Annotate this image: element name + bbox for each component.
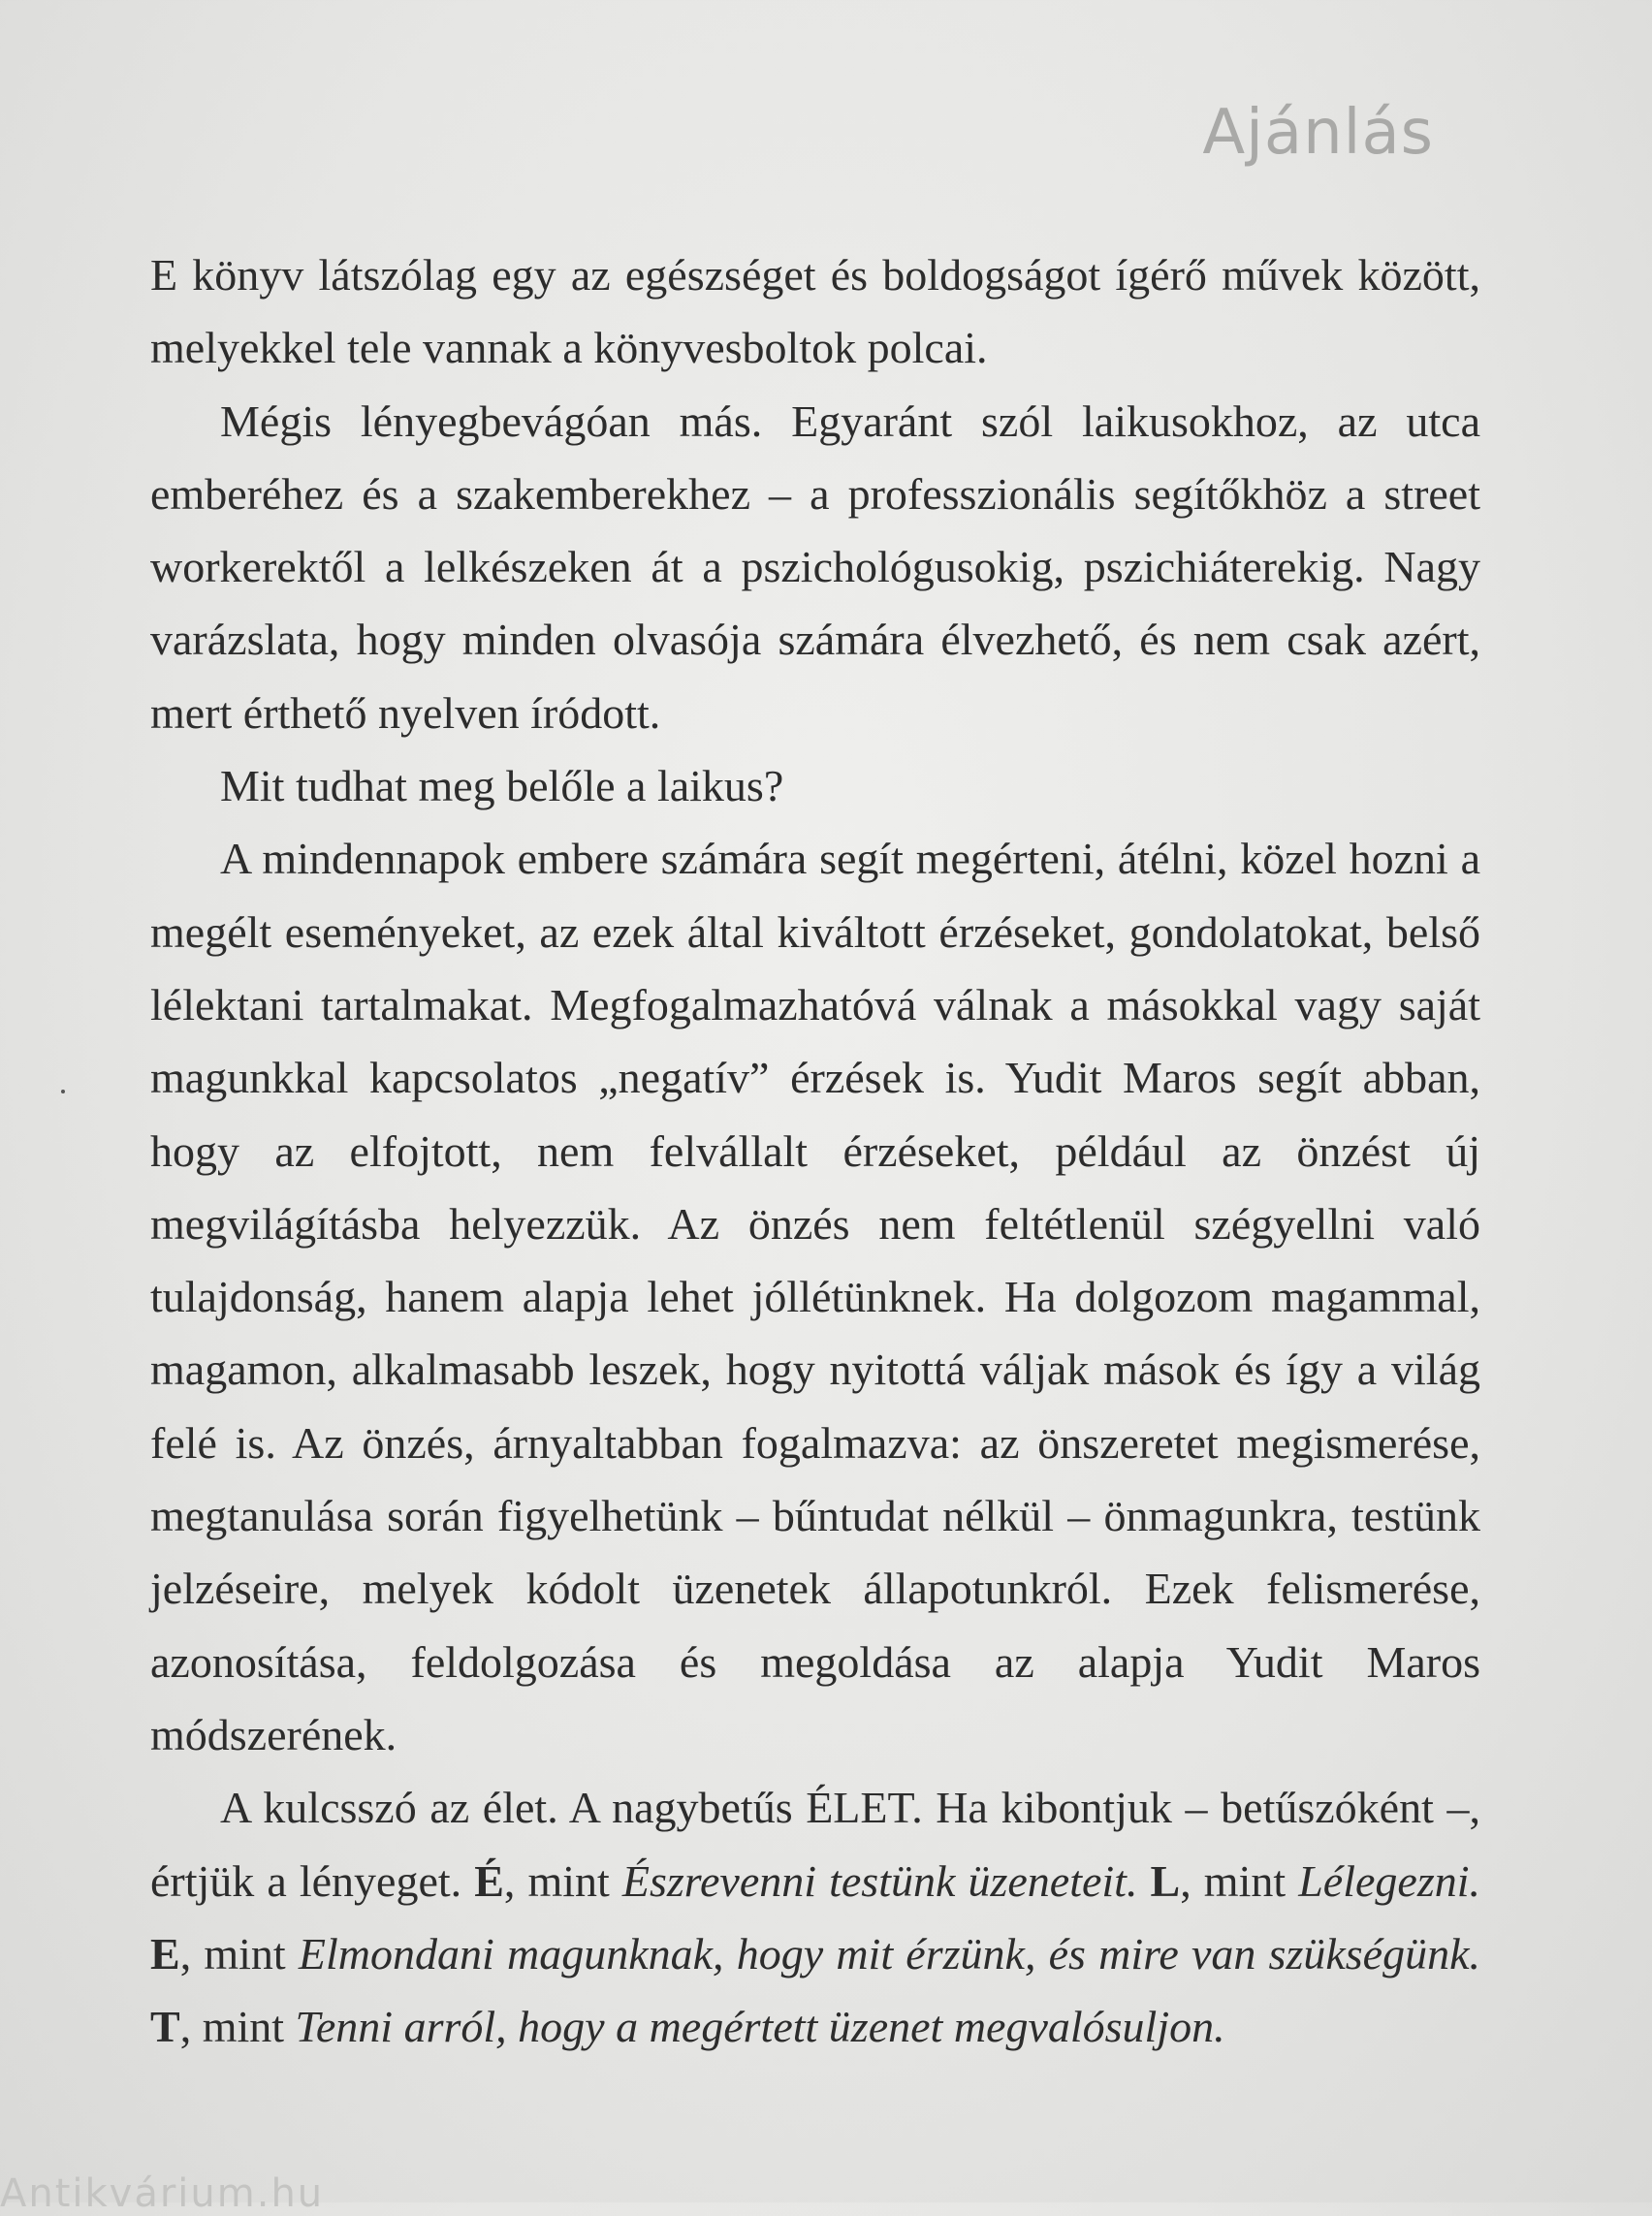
body-text [150,238,1480,2063]
letter-e2: E [150,1928,180,1979]
stray-dot [61,1090,65,1093]
p5-intro: A kulcsszó az élet. A nagybetűs ÉLET. Ha kibontjuk – betűszóként –, értjük a lényeget. [150,1783,1480,1906]
letter-t: T [150,2002,180,2052]
letter-l: L [1150,1855,1181,1906]
phrase-e2: Elmondani magunknak, hogy mit érzünk, és mire van szükségünk. [298,1928,1481,1979]
mint-e1: , mint [503,1855,622,1906]
phrase-e1: Észrevenni testünk üzeneteit. [621,1855,1138,1906]
chapter-title: Ajánlás [1202,97,1434,169]
mint-l: , mint [1180,1855,1299,1906]
letter-e1: É [474,1855,504,1906]
paragraph-1: E könyv látszólag egy az egészséget és boldogságot ígérő művek között, melyekkel tele vannak a könyvesboltok polcai. [150,250,1480,373]
mint-e2: , mint [179,1928,299,1979]
mint-t: , mint [179,2002,296,2052]
paragraph-3: Mit tudhat meg belőle a laikus? [220,761,784,811]
phrase-l: Lélegezni. [1298,1855,1481,1906]
phrase-t: Tenni arról, hogy a megértett üzenet megvalósuljon. [295,2002,1225,2052]
paragraph-4: A mindennapok embere számára segít megérteni, átélni, közel hozni a megélt eseményeket, az ezek által kiváltott érzéseket, gondolatokat, belső lélektani tartalmakat. Megfogalmazhatóvá válnak a másokkal vagy saját magunkkal kapcsolatos „negatív” érzések is. Yudit Maros segít abban, hogy az elfojtott, nem felvállalt érzéseket, például az önzést új megvilágításba helyezzük. Az önzés nem feltétlenül szégyellni való tulajdonság, hanem alapja lehet jóllétünknek. Ha dolgozom magammal, magamon, alkalmasabb leszek, hogy nyitottá váljak mások és így a világ felé is. Az önzés, árnyaltabban fogalmazva: az önszeretet megismerése, megtanulása során figyelhetünk – bűntudat nélkül – önmagunkra, testünk jelzéseire, melyek kódolt üzenetek állapotunkról. Ezek felismerése, azonosítása, feldolgozása és megoldása az alapja Yudit Maros módszerének. [150,834,1480,1759]
watermark: Antikvárium.hu [0,2171,325,2216]
paragraph-5 [150,1771,1480,2063]
paragraph-2: Mégis lényegbevágóan más. Egyaránt szól laikusokhoz, az utca emberéhez és a szakemberekhez – a professzionális segítőkhöz a street workerektől a lelkészeken át a pszichológusokig, pszichiáterekig. Nagy varázslata, hogy minden olvasója számára élvezhető, és nem csak azért, mert érthető nyelven íródott. [150,396,1480,738]
